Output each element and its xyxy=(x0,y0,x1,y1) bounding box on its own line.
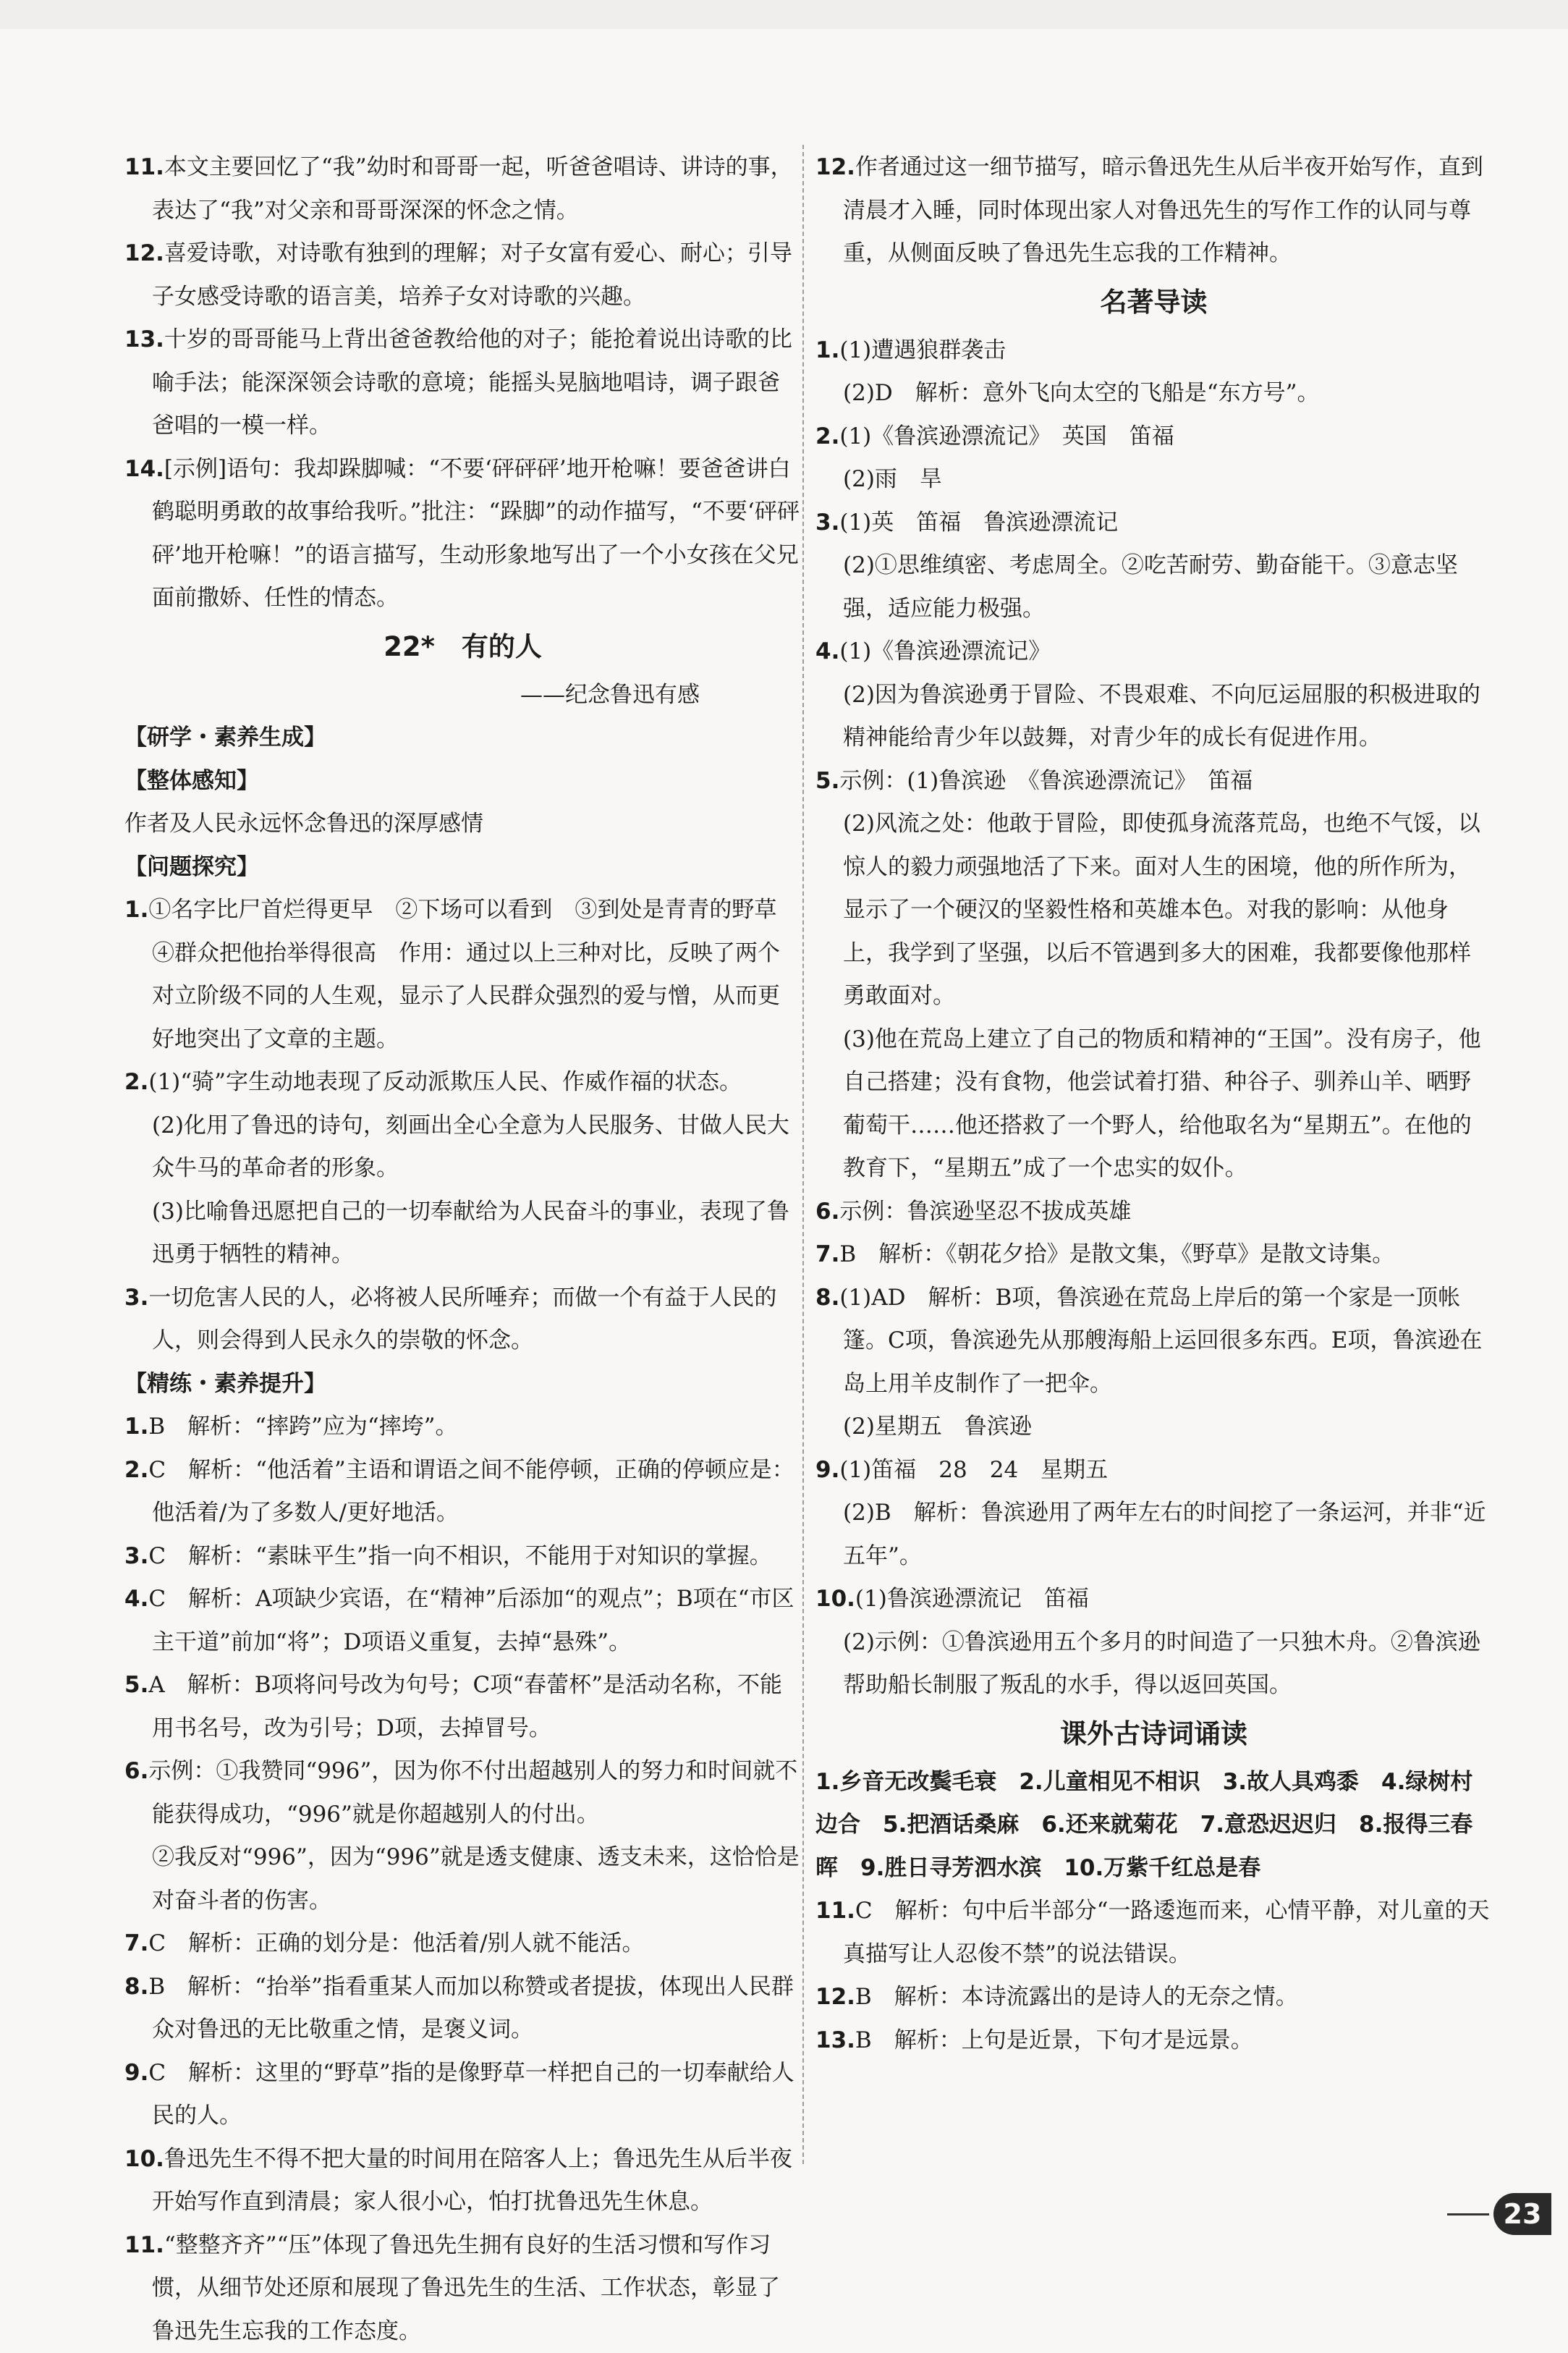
item-text: (1)《鲁滨逊漂流记》 英国 笛福 xyxy=(839,423,1174,449)
answer-continuation: ②我反对“996”，因为“996”就是透支健康、透支未来，这恰恰是对奋斗者的伤害。 xyxy=(124,1836,801,1922)
item-text: (1)笛福 28 24 星期五 xyxy=(839,1457,1108,1483)
item-text: 本文主要回忆了“我”幼时和哥哥一起，听爸爸唱诗、讲诗的事，表达了“我”对父亲和哥哥深深的怀念之情。 xyxy=(152,154,793,224)
answer-item xyxy=(815,329,1492,373)
item-number: 9. xyxy=(124,2060,148,2086)
answer-item xyxy=(124,1406,801,1449)
item-number: 13. xyxy=(124,326,164,352)
item-text: (1)“骑”字生动地表现了反动派欺压人民、作威作福的状态。 xyxy=(148,1069,742,1095)
answer-item xyxy=(815,1578,1492,1621)
item-text: B 解析：“抬举”指看重某人而加以称赞或者提拔，体现出人民群众对鲁迅的无比敬重之情，是褒义词。 xyxy=(148,1974,793,2043)
answer-item xyxy=(815,415,1492,459)
answer-item xyxy=(815,760,1492,803)
answer-item xyxy=(815,1890,1492,1976)
answer-item xyxy=(124,2138,801,2224)
answer-item xyxy=(124,1922,801,1966)
item-text: 示例：①我赞同“996”，因为你不付出超越别人的努力和时间就不能获得成功，“996”就是你超越别人的付出。 xyxy=(148,1758,797,1828)
answer-continuation: (2)示例：①鲁滨逊用五个多月的时间造了一只独木舟。②鲁滨逊帮助船长制服了叛乱的水手，得以返回英国。 xyxy=(815,1621,1492,1707)
item-number: 10. xyxy=(124,2146,164,2172)
item-number: 2. xyxy=(815,423,839,449)
answer-item xyxy=(124,318,801,448)
item-number: 3. xyxy=(124,1543,148,1569)
answer-item xyxy=(815,146,1492,276)
answer-item xyxy=(815,630,1492,674)
item-number: 10. xyxy=(815,1586,855,1612)
item-number: 8. xyxy=(124,1974,148,2000)
item-number: 12. xyxy=(124,240,164,266)
answer-continuation: (2)①思维缜密、考虑周全。②吃苦耐劳、勤奋能干。③意志坚强，适应能力极强。 xyxy=(815,544,1492,630)
answer-item xyxy=(815,1976,1492,2019)
section-title: 名著导读 xyxy=(815,276,1492,329)
poem-fill-answers: 1.乡音无改鬓毛衰 2.儿童相见不相识 3.故人具鸡黍 4.绿树村边合 5.把酒话桑麻 6.还来就菊花 7.意恐迟迟归 8.报得三春晖 9.胜日寻芳泗水滨 10.万紫千红总是春 xyxy=(815,1761,1492,1891)
item-number: 5. xyxy=(124,1672,148,1698)
item-number: 13. xyxy=(815,2027,855,2053)
answer-item xyxy=(815,502,1492,545)
left-column xyxy=(124,146,801,2353)
answer-item xyxy=(124,1578,801,1664)
item-text: B 解析：“摔跨”应为“摔垮”。 xyxy=(148,1414,457,1440)
item-number: 11. xyxy=(815,1898,855,1924)
answer-continuation: (2)化用了鲁迅的诗句，刻画出全心全意为人民服务、甘做人民大众牛马的革命者的形象。 xyxy=(124,1104,801,1191)
item-number: 2. xyxy=(124,1069,148,1095)
item-text: 喜爱诗歌，对诗歌有独到的理解；对子女富有爱心、耐心；引导子女感受诗歌的语言美，培养子女对诗歌的兴趣。 xyxy=(152,240,792,310)
item-number: 9. xyxy=(815,1457,839,1483)
item-text: C 解析：“他活着”主语和谓语之间不能停顿，正确的停顿应是：他活着/为了多数人/更好地活。 xyxy=(148,1457,794,1526)
item-text: C 解析：A项缺少宾语，在“精神”后添加“的观点”；B项在“市区主干道”前加“将”；D项语义重复，去掉“悬殊”。 xyxy=(148,1586,794,1655)
answer-item xyxy=(815,1191,1492,1234)
item-text: [示例]语句：我却跺脚喊：“不要‘砰砰砰’地开枪嘛！要爸爸讲白鹤聪明勇敢的故事给我听。”批注：“跺脚”的动作描写，“不要‘砰砰砰’地开枪嘛！”的语言描写，生动形象地写出了一个小女孩在父兄面前撒娇、任性的情态。 xyxy=(152,456,800,612)
answer-item xyxy=(124,889,801,1061)
answer-item xyxy=(124,448,801,620)
answer-item xyxy=(124,1535,801,1579)
answer-item xyxy=(124,1061,801,1104)
item-text: (1)英 笛福 鲁滨逊漂流记 xyxy=(839,510,1118,536)
answer-item xyxy=(124,1664,801,1750)
item-number: 12. xyxy=(815,1984,855,2010)
item-number: 4. xyxy=(124,1586,148,1612)
lesson-title: 22* 有的人 xyxy=(124,620,801,674)
item-number: 3. xyxy=(124,1285,148,1311)
answer-continuation: (2)星期五 鲁滨逊 xyxy=(815,1406,1492,1449)
item-number: 4. xyxy=(815,638,839,664)
answer-item xyxy=(815,1449,1492,1492)
item-text: 示例：(1)鲁滨逊 《鲁滨逊漂流记》 笛福 xyxy=(839,768,1253,794)
answer-item xyxy=(815,2019,1492,2063)
answer-item xyxy=(124,232,801,318)
answer-item xyxy=(124,2052,801,2138)
item-number: 2. xyxy=(124,1457,148,1483)
answer-item xyxy=(815,1277,1492,1406)
answer-continuation: (3)他在荒岛上建立了自己的物质和精神的“王国”。没有房子，他自己搭建；没有食物，他尝试着打猎、种谷子、驯养山羊、晒野葡萄干……他还搭救了一个野人，给他取名为“星期五”。在他的教育下，“星期五”成了一个忠实的奴仆。 xyxy=(815,1018,1492,1191)
item-text: ①名字比尸首烂得更早 ②下场可以看到 ③到处是青青的野草 ④群众把他抬举得很高 作用：通过以上三种对比，反映了两个对立阶级不同的人生观，显示了人民群众强烈的爱与憎，从而更好地突出了文章的主题。 xyxy=(148,897,799,1052)
answer-item xyxy=(124,1966,801,2052)
answer-item xyxy=(124,1449,801,1535)
item-text: (1)遭遇狼群袭击 xyxy=(839,337,1006,363)
answer-item xyxy=(124,146,801,232)
item-number: 1. xyxy=(124,897,148,923)
item-text: (1)AD 解析：B项，鲁滨逊在荒岛上岸后的第一个家是一顶帐篷。C项，鲁滨逊先从那艘海船上运回很多东西。E项，鲁滨逊在岛上用羊皮制作了一把伞。 xyxy=(839,1285,1482,1397)
lesson-subtitle: ——纪念鲁迅有感 xyxy=(124,674,801,717)
plain-answer: 作者及人民永远怀念鲁迅的深厚感情 xyxy=(124,803,801,846)
item-text: 示例：鲁滨逊坚忍不拔成英雄 xyxy=(839,1199,1131,1225)
answer-continuation: (2)因为鲁滨逊勇于冒险、不畏艰难、不向厄运屈服的积极进取的精神能给青少年以鼓舞，对青少年的成长有促进作用。 xyxy=(815,674,1492,760)
item-text: C 解析：“素昧平生”指一向不相识，不能用于对知识的掌握。 xyxy=(148,1543,771,1569)
item-number: 1. xyxy=(815,337,839,363)
section-label: 【精练・素养提升】 xyxy=(124,1363,801,1406)
item-text: 一切危害人民的人，必将被人民所唾弃；而做一个有益于人民的人，则会得到人民永久的崇敬的怀念。 xyxy=(148,1285,776,1354)
item-number: 7. xyxy=(124,1930,148,1956)
answer-continuation: (2)雨 旱 xyxy=(815,458,1492,502)
item-text: “整整齐齐”“压”体现了鲁迅先生拥有良好的生活习惯和写作习惯，从细节处还原和展现了鲁迅先生的生活、工作状态，彰显了鲁迅先生忘我的工作态度。 xyxy=(152,2232,780,2344)
answer-item xyxy=(124,2224,801,2353)
page-top-edge xyxy=(0,0,1568,29)
answer-item xyxy=(815,1233,1492,1277)
item-text: 十岁的哥哥能马上背出爸爸教给他的对子；能抢着说出诗歌的比喻手法；能深深领会诗歌的意境；能摇头晃脑地唱诗，调子跟爸爸唱的一模一样。 xyxy=(152,326,792,439)
item-text: C 解析：正确的划分是：他活着/别人就不能活。 xyxy=(148,1930,644,1956)
answer-continuation: (2)B 解析：鲁滨逊用了两年左右的时间挖了一条运河，并非“近五年”。 xyxy=(815,1492,1492,1578)
answer-item xyxy=(124,1277,801,1363)
item-text: C 解析：这里的“野草”指的是像野草一样把自己的一切奉献给人民的人。 xyxy=(148,2060,794,2129)
section-label: 【问题探究】 xyxy=(124,846,801,890)
section-label: 【整体感知】 xyxy=(124,760,801,803)
page-number: 23 xyxy=(1493,2193,1551,2235)
item-text: (1)鲁滨逊漂流记 笛福 xyxy=(855,1586,1089,1612)
answer-continuation: (2)风流之处：他敢于冒险，即使孤身流落荒岛，也绝不气馁，以惊人的毅力顽强地活了下来。面对人生的困境，他的所作所为，显示了一个硬汉的坚毅性格和英雄本色。对我的影响：从他身上，我学到了坚强，以后不管遇到多大的困难，我都要像他那样勇敢面对。 xyxy=(815,803,1492,1018)
item-number: 1. xyxy=(124,1414,148,1440)
item-number: 11. xyxy=(124,154,164,180)
item-number: 12. xyxy=(815,154,855,180)
section-title: 课外古诗词诵读 xyxy=(815,1707,1492,1761)
item-text: (1)《鲁滨逊漂流记》 xyxy=(839,638,1051,664)
item-text: A 解析：B项将问号改为句号；C项“春蕾杯”是活动名称，不能用书名号，改为引号；D项，去掉冒号。 xyxy=(148,1672,782,1741)
item-text: B 解析：上句是近景，下句才是远景。 xyxy=(855,2027,1253,2053)
page-number-dash xyxy=(1447,2213,1489,2215)
answer-continuation: (2)D 解析：意外飞向太空的飞船是“东方号”。 xyxy=(815,372,1492,415)
item-number: 7. xyxy=(815,1241,839,1267)
item-text: B 解析：本诗流露出的是诗人的无奈之情。 xyxy=(855,1984,1298,2010)
item-text: B 解析：《朝花夕拾》是散文集，《野草》是散文诗集。 xyxy=(839,1241,1394,1267)
item-number: 5. xyxy=(815,768,839,794)
item-text: 鲁迅先生不得不把大量的时间用在陪客人上；鲁迅先生从后半夜开始写作直到清晨；家人很小心，怕打扰鲁迅先生休息。 xyxy=(152,2146,792,2215)
item-number: 6. xyxy=(815,1199,839,1225)
item-number: 3. xyxy=(815,510,839,536)
item-text: 作者通过这一细节描写，暗示鲁迅先生从后半夜开始写作，直到清晨才入睡，同时体现出家人对鲁迅先生的写作工作的认同与尊重，从侧面反映了鲁迅先生忘我的工作精神。 xyxy=(843,154,1483,266)
item-number: 14. xyxy=(124,456,164,482)
answer-item xyxy=(124,1750,801,1836)
answer-continuation: (3)比喻鲁迅愿把自己的一切奉献给为人民奋斗的事业，表现了鲁迅勇于牺牲的精神。 xyxy=(124,1191,801,1277)
right-column xyxy=(815,146,1492,2062)
item-number: 6. xyxy=(124,1758,148,1784)
item-number: 8. xyxy=(815,1285,839,1311)
item-number: 11. xyxy=(124,2232,164,2258)
section-label: 【研学・素养生成】 xyxy=(124,717,801,760)
item-text: C 解析：句中后半部分“一路逶迤而来，心情平静，对儿童的天真描写让人忍俊不禁”的说法错误。 xyxy=(843,1898,1490,1967)
column-divider xyxy=(802,145,804,2164)
